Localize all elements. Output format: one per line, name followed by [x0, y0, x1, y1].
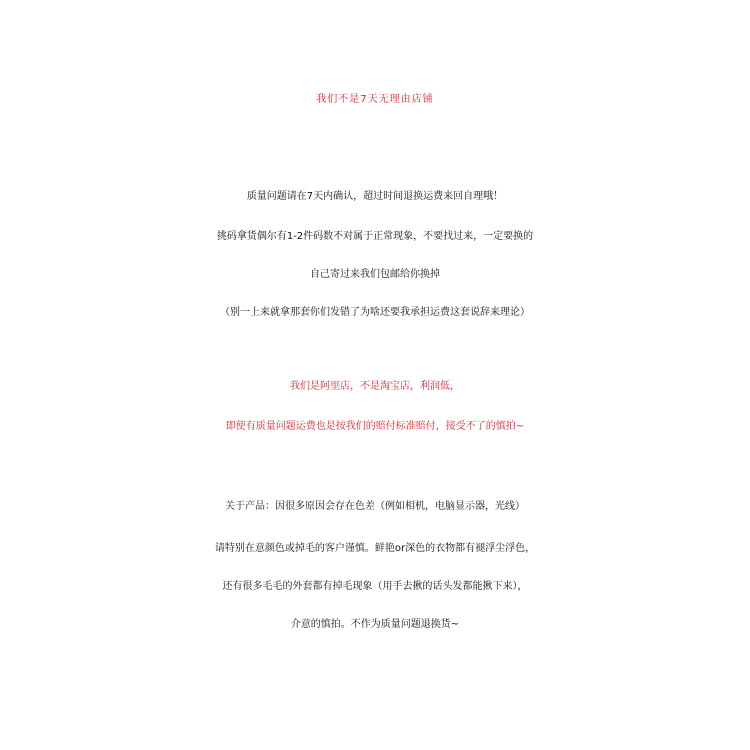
page-title: 我们不是7天无理由店铺 — [316, 94, 434, 105]
warning-line: 即使有质量问题运费也是按我们的赔付标准赔付，接受不了的慎拍~ — [225, 421, 525, 432]
notice-line: 质量问题请在7天内确认，超过时间退换运费来回自理哦！ — [246, 191, 504, 202]
notice-line: 自己寄过来我们包邮给你换掉 — [310, 269, 440, 280]
product-note-line: 还有很多毛毛的外套都有掉毛现象（用手去揪的话头发都能揪下来）， — [222, 581, 528, 592]
notice-line: 挑码拿货偶尔有1-2件码数不对属于正常现象，不要找过来，一定要换的 — [216, 231, 534, 242]
warning-line: 我们是阿里店，不是淘宝店，利润低， — [290, 381, 460, 392]
notice-line: （别一上来就拿那套你们发错了为啥还要我承担运费这套说辞来理论） — [220, 307, 530, 318]
product-note-line: 请特别在意颜色或掉毛的客户谨慎。鲜艳or深色的衣物都有褪浮尘浮色， — [214, 543, 536, 554]
product-note-line: 关于产品：因很多原因会存在色差（例如相机，电脑显示器，光线） — [225, 501, 525, 512]
product-note-line: 介意的慎拍。不作为质量问题退换货~ — [290, 619, 460, 630]
